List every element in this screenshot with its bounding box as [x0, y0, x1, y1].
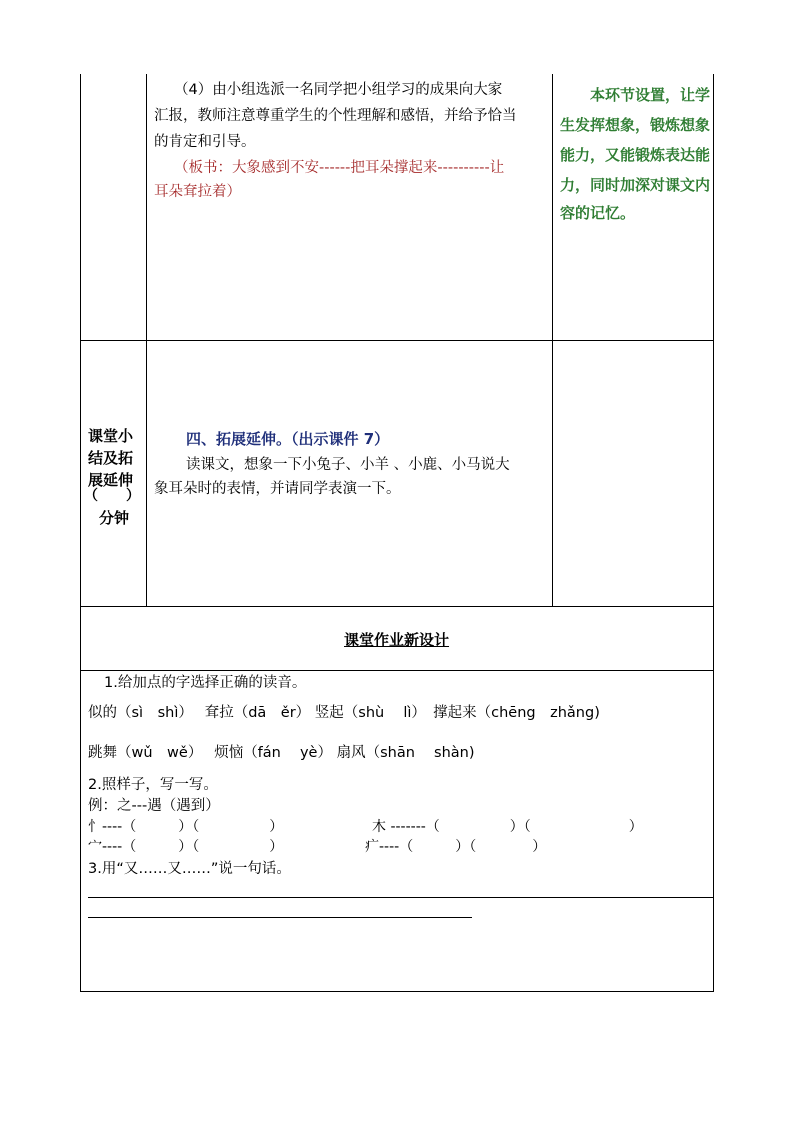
- homework-example: 例：之---遇（遇到）: [88, 798, 220, 814]
- homework-question-1: 1.给加点的字选择正确的读音。: [104, 675, 307, 691]
- row-label-line-3: 展延伸: [88, 471, 134, 489]
- extension-heading: 四、拓展延伸。（出示课件 7）: [186, 430, 390, 448]
- homework-title: 课堂作业新设计: [344, 631, 450, 649]
- homework-question-2: 2.照样子，写一写。: [88, 777, 218, 793]
- radical-row-b-right: 疒----（ ）（ ）: [365, 839, 547, 855]
- radical-row-b-left: 宀----（ ）（ ）: [88, 839, 284, 855]
- design-note-line-1: 本环节设置，让学: [590, 86, 711, 104]
- row-divider-1: [80, 340, 714, 341]
- row-divider-2: [80, 606, 714, 607]
- design-note-line-4: 力，同时加深对课文内: [560, 176, 711, 194]
- step-text-line-2: 汇报，教师注意尊重学生的个性理解和感悟，并给予恰当: [154, 108, 517, 124]
- answer-line-2: [88, 917, 472, 918]
- answer-line-1: [88, 897, 713, 898]
- row-label-paren: （ ）: [84, 488, 140, 504]
- homework-question-3: 3.用“又……又……”说一句话。: [88, 861, 291, 877]
- row-label-line-1: 课堂小: [88, 427, 134, 445]
- step-text-line-3: 的肯定和引导。: [154, 134, 256, 150]
- radical-row-a-right: 木 -------（ ）（ ）: [372, 819, 643, 835]
- design-note-line-3: 能力，又能锻炼表达能: [560, 146, 711, 164]
- table-border-bottom: [80, 991, 714, 992]
- row-label-line-5: 分钟: [99, 509, 130, 527]
- extension-body-line-2: 象耳朵时的表情，并请同学表演一下。: [154, 481, 401, 497]
- board-text-line-2: 耳朵耷拉着）: [154, 184, 241, 200]
- radical-row-a-left: 忄----（ ）（ ）: [88, 819, 284, 835]
- table-border-left: [80, 74, 81, 992]
- design-note-line-5: 容的记忆。: [560, 204, 636, 222]
- design-note-line-2: 生发挥想象，锻炼想象: [560, 116, 711, 134]
- pinyin-row-2: 跳舞（wǔ wě） 烦恼（fán yè） 扇风（shān shàn): [88, 745, 475, 761]
- pinyin-row-1: 似的（sì shì） 耷拉（dā ěr） 竖起（shù lì） 撑起来（chēng zhǎng): [88, 705, 600, 721]
- board-text-line-1: （板书：大象感到不安------把耳朵撑起来----------让: [174, 160, 505, 176]
- row-label-line-2: 结及拓: [88, 449, 134, 467]
- extension-body-line-1: 读课文，想象一下小兔子、小羊 、小鹿、小马说大: [186, 457, 510, 473]
- step-text-line-1: （4）由小组选派一名同学把小组学习的成果向大家: [174, 82, 503, 98]
- table-border-right: [713, 74, 714, 992]
